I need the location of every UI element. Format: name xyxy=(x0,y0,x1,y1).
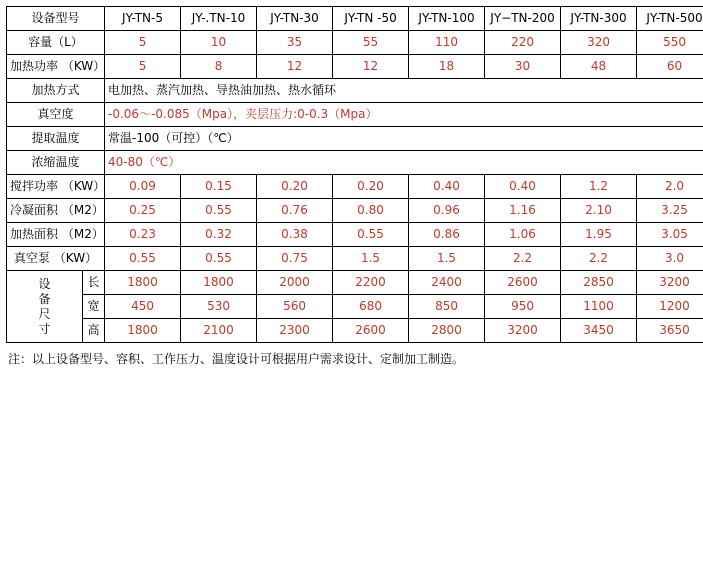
heating-power-cell: 8 xyxy=(181,55,257,79)
vacuum-pump-cell: 3.0 xyxy=(637,247,703,271)
row-label-heating-method: 加热方式 xyxy=(7,79,105,103)
vacuum-pump-cell: 0.55 xyxy=(181,247,257,271)
capacity-cell: 110 xyxy=(409,31,485,55)
table-row xyxy=(7,223,703,247)
length-cell: 2600 xyxy=(485,271,561,295)
height-cell: 2100 xyxy=(181,319,257,343)
heating-power-cell: 12 xyxy=(257,55,333,79)
width-cell: 450 xyxy=(105,295,181,319)
row-label-heat-area xyxy=(7,223,105,247)
heating-power-cell: 18 xyxy=(409,55,485,79)
vacuum-value: -0.06～-0.085（Mpa），夹层压力:0-0.3（Mpa） xyxy=(105,103,703,127)
row-label-concentrate-temp: 浓缩温度 xyxy=(7,151,105,175)
length-cell: 2000 xyxy=(257,271,333,295)
table-row xyxy=(7,7,703,31)
width-cell: 680 xyxy=(333,295,409,319)
stir-power-cell: 2.0 xyxy=(637,175,703,199)
model-cell: JY-TN -50 xyxy=(333,7,409,31)
row-label-stir-power-line2: （KW） xyxy=(61,179,106,193)
condense-area-cell: 0.96 xyxy=(409,199,485,223)
row-label-vacuum-pump-line2: （KW） xyxy=(53,251,98,265)
model-cell: JY-.TN-10 xyxy=(181,7,257,31)
heating-power-cell: 5 xyxy=(105,55,181,79)
table-row xyxy=(7,103,703,127)
heat-area-cell: 0.32 xyxy=(181,223,257,247)
stir-power-cell: 0.40 xyxy=(485,175,561,199)
row-label-height: 高 xyxy=(83,319,105,343)
table-row xyxy=(7,175,703,199)
condense-area-cell: 0.55 xyxy=(181,199,257,223)
stir-power-cell: 0.15 xyxy=(181,175,257,199)
height-cell: 3450 xyxy=(561,319,637,343)
heat-area-cell: 1.95 xyxy=(561,223,637,247)
vacuum-pump-cell: 1.5 xyxy=(333,247,409,271)
model-cell: JY-TN-500 xyxy=(637,7,703,31)
model-cell: JY-TN-30 xyxy=(257,7,333,31)
row-label-heating-power-line2: （KW） xyxy=(61,59,106,73)
table-row xyxy=(7,55,703,79)
vacuum-pump-cell: 0.75 xyxy=(257,247,333,271)
length-cell: 3200 xyxy=(637,271,703,295)
dimension-char: 备 xyxy=(38,291,51,306)
stir-power-cell: 0.40 xyxy=(409,175,485,199)
width-cell: 1200 xyxy=(637,295,703,319)
condense-area-cell: 0.76 xyxy=(257,199,333,223)
table-row xyxy=(7,151,703,175)
capacity-cell: 5 xyxy=(105,31,181,55)
heat-area-cell: 3.05 xyxy=(637,223,703,247)
capacity-cell: 35 xyxy=(257,31,333,55)
row-label-heat-area-line1: 加热面积 xyxy=(10,227,59,241)
length-cell: 2850 xyxy=(561,271,637,295)
length-cell: 2200 xyxy=(333,271,409,295)
specification-table xyxy=(6,6,703,343)
dimension-char: 尺 xyxy=(38,306,51,321)
row-label-heating-power-line1: 加热功率 xyxy=(10,59,59,73)
condense-area-cell: 3.25 xyxy=(637,199,703,223)
width-cell: 560 xyxy=(257,295,333,319)
row-label-condense-area-line2: （M2） xyxy=(61,203,104,217)
capacity-cell: 320 xyxy=(561,31,637,55)
capacity-cell: 220 xyxy=(485,31,561,55)
heating-power-cell: 60 xyxy=(637,55,703,79)
height-cell: 2300 xyxy=(257,319,333,343)
capacity-cell: 10 xyxy=(181,31,257,55)
capacity-cell: 55 xyxy=(333,31,409,55)
row-label-width: 宽 xyxy=(83,295,105,319)
width-cell: 1100 xyxy=(561,295,637,319)
model-cell: JY-TN-100 xyxy=(409,7,485,31)
height-cell: 2800 xyxy=(409,319,485,343)
table-row xyxy=(7,31,703,55)
heat-area-cell: 0.23 xyxy=(105,223,181,247)
table-row xyxy=(7,127,703,151)
length-cell: 1800 xyxy=(105,271,181,295)
table-row xyxy=(7,199,703,223)
table-row xyxy=(7,247,703,271)
dimension-char: 寸 xyxy=(38,321,51,336)
condense-area-cell: 1.16 xyxy=(485,199,561,223)
condense-area-cell: 0.25 xyxy=(105,199,181,223)
concentrate-temp-value: 40-80（℃） xyxy=(105,151,703,175)
heating-power-cell: 30 xyxy=(485,55,561,79)
model-cell: JY-TN-300 xyxy=(561,7,637,31)
dimension-char: 设 xyxy=(38,276,51,291)
height-cell: 3650 xyxy=(637,319,703,343)
heat-area-cell: 0.86 xyxy=(409,223,485,247)
row-label-vacuum-pump xyxy=(7,247,105,271)
heating-power-cell: 12 xyxy=(333,55,409,79)
extract-temp-value: 常温-100（可控）（℃） xyxy=(105,127,703,151)
width-cell: 950 xyxy=(485,295,561,319)
stir-power-cell: 0.09 xyxy=(105,175,181,199)
row-label-dimension xyxy=(7,271,83,343)
table-row xyxy=(7,295,703,319)
stir-power-cell: 1.2 xyxy=(561,175,637,199)
vacuum-pump-cell: 2.2 xyxy=(561,247,637,271)
row-label-stir-power xyxy=(7,175,105,199)
table-row xyxy=(7,271,703,295)
table-row xyxy=(7,319,703,343)
stir-power-cell: 0.20 xyxy=(333,175,409,199)
height-cell: 2600 xyxy=(333,319,409,343)
width-cell: 850 xyxy=(409,295,485,319)
row-label-capacity: 容量（L） xyxy=(7,31,105,55)
heat-area-cell: 0.55 xyxy=(333,223,409,247)
heating-method-value: 电加热、蒸汽加热、导热油加热、热水循环 xyxy=(105,79,703,103)
condense-area-cell: 0.80 xyxy=(333,199,409,223)
row-label-condense-area xyxy=(7,199,105,223)
vacuum-pump-cell: 2.2 xyxy=(485,247,561,271)
stir-power-cell: 0.20 xyxy=(257,175,333,199)
table-note: 注：以上设备型号、容积、工作压力、温度设计可根据用户需求设计、定制加工制造。 xyxy=(8,352,465,366)
row-label-condense-area-line1: 冷凝面积 xyxy=(10,203,59,217)
heat-area-cell: 0.38 xyxy=(257,223,333,247)
heat-area-cell: 1.06 xyxy=(485,223,561,247)
row-label-vacuum-pump-line1: 真空泵 xyxy=(13,251,50,265)
height-cell: 1800 xyxy=(105,319,181,343)
length-cell: 2400 xyxy=(409,271,485,295)
capacity-cell: 550 xyxy=(637,31,703,55)
row-label-model: 设备型号 xyxy=(7,7,105,31)
height-cell: 3200 xyxy=(485,319,561,343)
table-row xyxy=(7,79,703,103)
vacuum-pump-cell: 0.55 xyxy=(105,247,181,271)
vacuum-pump-cell: 1.5 xyxy=(409,247,485,271)
model-cell: JY−TN-200 xyxy=(485,7,561,31)
row-label-heat-area-line2: （M2） xyxy=(61,227,104,241)
condense-area-cell: 2.10 xyxy=(561,199,637,223)
heating-power-cell: 48 xyxy=(561,55,637,79)
row-label-heating-power xyxy=(7,55,105,79)
width-cell: 530 xyxy=(181,295,257,319)
row-label-extract-temp: 提取温度 xyxy=(7,127,105,151)
length-cell: 1800 xyxy=(181,271,257,295)
row-label-length: 长 xyxy=(83,271,105,295)
row-label-vacuum: 真空度 xyxy=(7,103,105,127)
row-label-stir-power-line1: 搅拌功率 xyxy=(10,179,59,193)
model-cell: JY-TN-5 xyxy=(105,7,181,31)
